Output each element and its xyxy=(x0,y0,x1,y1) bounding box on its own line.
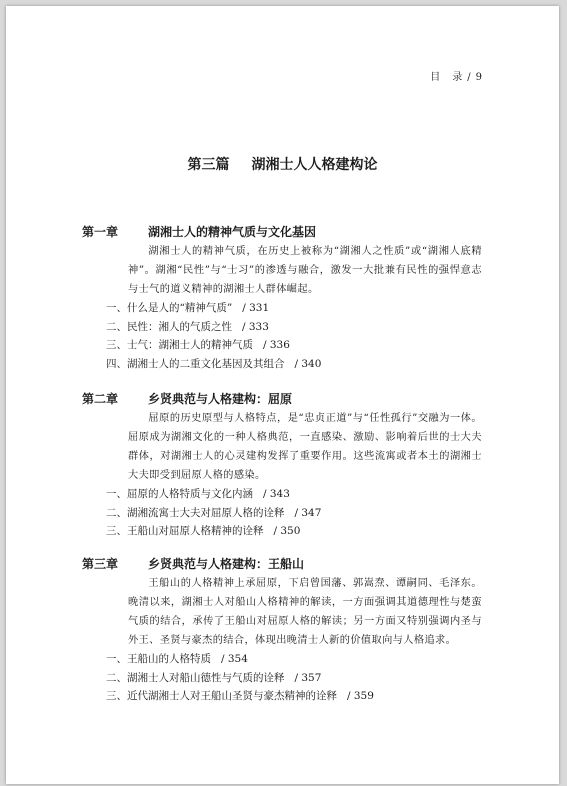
section-title: 一、什么是人的“精神气质” xyxy=(106,302,233,314)
section-title: 三、王船山对屈原人格精神的诠释 xyxy=(106,525,264,537)
chapter-title: 乡贤典范与人格建构：王船山 xyxy=(148,557,305,571)
toc-section-entry[interactable] xyxy=(106,299,482,318)
chapter-summary: 王船山的人格精神上承屈原，下启曾国藩、郭嵩焘、谭嗣同、毛泽东。晚清以来，湖湘士人对船山人格精神的解读，一方面强调其道德理性与楚蛮气质的结合，承传了王船山对屈原人格的解读；另一方面又特别强调内圣与外王、圣贤与豪杰的结合，体现出晚清士人新的价值取向与人格追求。 xyxy=(128,578,482,646)
chapter-heading xyxy=(82,222,482,242)
section-page: / 357 xyxy=(294,671,322,684)
chapter-number: 第一章 xyxy=(82,225,119,239)
section-page: / 340 xyxy=(294,357,322,370)
section-page: / 350 xyxy=(273,525,301,537)
section-list xyxy=(106,650,482,706)
section-page: / 336 xyxy=(263,339,290,351)
section-title: 一、屈原的人格特质与文化内涵 xyxy=(106,488,253,500)
section-title: 二、湖湘士人对船山德性与气质的诠释 xyxy=(106,671,285,684)
chapter-summary: 屈原的历史原型与人格特点，是“忠贞正道”与“任性孤行”交融为一体。屈原成为湖湘文化的一种人格典范，一直感染、激励、影响着后世的士大夫群体，对湖湘士人的心灵建构发挥了重要作用。这些流寓或者本土的湖湘士大夫即受到屈原人格的感染。 xyxy=(128,413,482,481)
chapter-entry xyxy=(82,389,482,541)
toc-section-entry[interactable] xyxy=(106,650,482,669)
page-number: 9 xyxy=(475,72,483,83)
section-page: / 343 xyxy=(263,488,290,500)
chapter-heading xyxy=(82,389,482,409)
toc-section-entry[interactable] xyxy=(106,522,482,541)
section-list xyxy=(106,485,482,541)
part-name: 湖湘士人人格建构论 xyxy=(251,157,378,173)
chapter-entry xyxy=(82,222,482,373)
toc-section-entry[interactable] xyxy=(106,336,482,355)
section-page: / 347 xyxy=(294,506,322,519)
section-title: 三、士气：湖湘士人的精神气质 xyxy=(106,339,253,351)
section-page: / 333 xyxy=(242,320,269,333)
chapter-entry xyxy=(82,554,482,706)
toc-section-entry[interactable] xyxy=(106,485,482,504)
part-title xyxy=(6,154,559,174)
chapter-heading xyxy=(82,554,482,574)
toc-section-entry[interactable] xyxy=(106,318,482,337)
book-page xyxy=(6,6,559,784)
toc-section-entry[interactable] xyxy=(106,355,482,374)
section-title: 二、民性：湘人的气质之性 xyxy=(106,320,232,333)
section-title: 二、湖湘流寓士大夫对屈原人格的诠释 xyxy=(106,506,285,519)
toc-section-entry[interactable] xyxy=(106,687,482,706)
section-page: / 359 xyxy=(347,690,374,702)
part-number: 第三篇 xyxy=(187,157,230,173)
section-list xyxy=(106,299,482,373)
chapter-title: 乡贤典范与人格建构：屈原 xyxy=(148,392,293,406)
chapter-title: 湖湘士人的精神气质与文化基因 xyxy=(148,225,317,239)
chapter-number: 第三章 xyxy=(82,557,119,571)
section-page: / 331 xyxy=(242,302,270,314)
section-page: / 354 xyxy=(221,653,248,665)
toc-section-entry[interactable] xyxy=(106,669,482,688)
chapter-summary: 湖湘士人的精神气质，在历史上被称为“湖湘人之性质”或“湖湘人底精神”。湖湘“民性”与“士习”的渗透与融合，激发一大批兼有民性的强悍意志与士气的道义精神的湖湘士人群体崛起。 xyxy=(128,246,482,295)
toc-section-entry[interactable] xyxy=(106,504,482,523)
running-head-separator: / xyxy=(467,72,472,83)
chapter-number: 第二章 xyxy=(82,392,119,406)
section-title: 三、近代湖湘士人对王船山圣贤与豪杰精神的诠释 xyxy=(106,690,337,702)
section-title: 四、湖湘士人的二重文化基因及其组合 xyxy=(106,357,285,370)
section-title: 一、王船山的人格特质 xyxy=(106,653,211,665)
running-head xyxy=(430,68,483,83)
running-head-label: 目 录 xyxy=(430,72,464,83)
